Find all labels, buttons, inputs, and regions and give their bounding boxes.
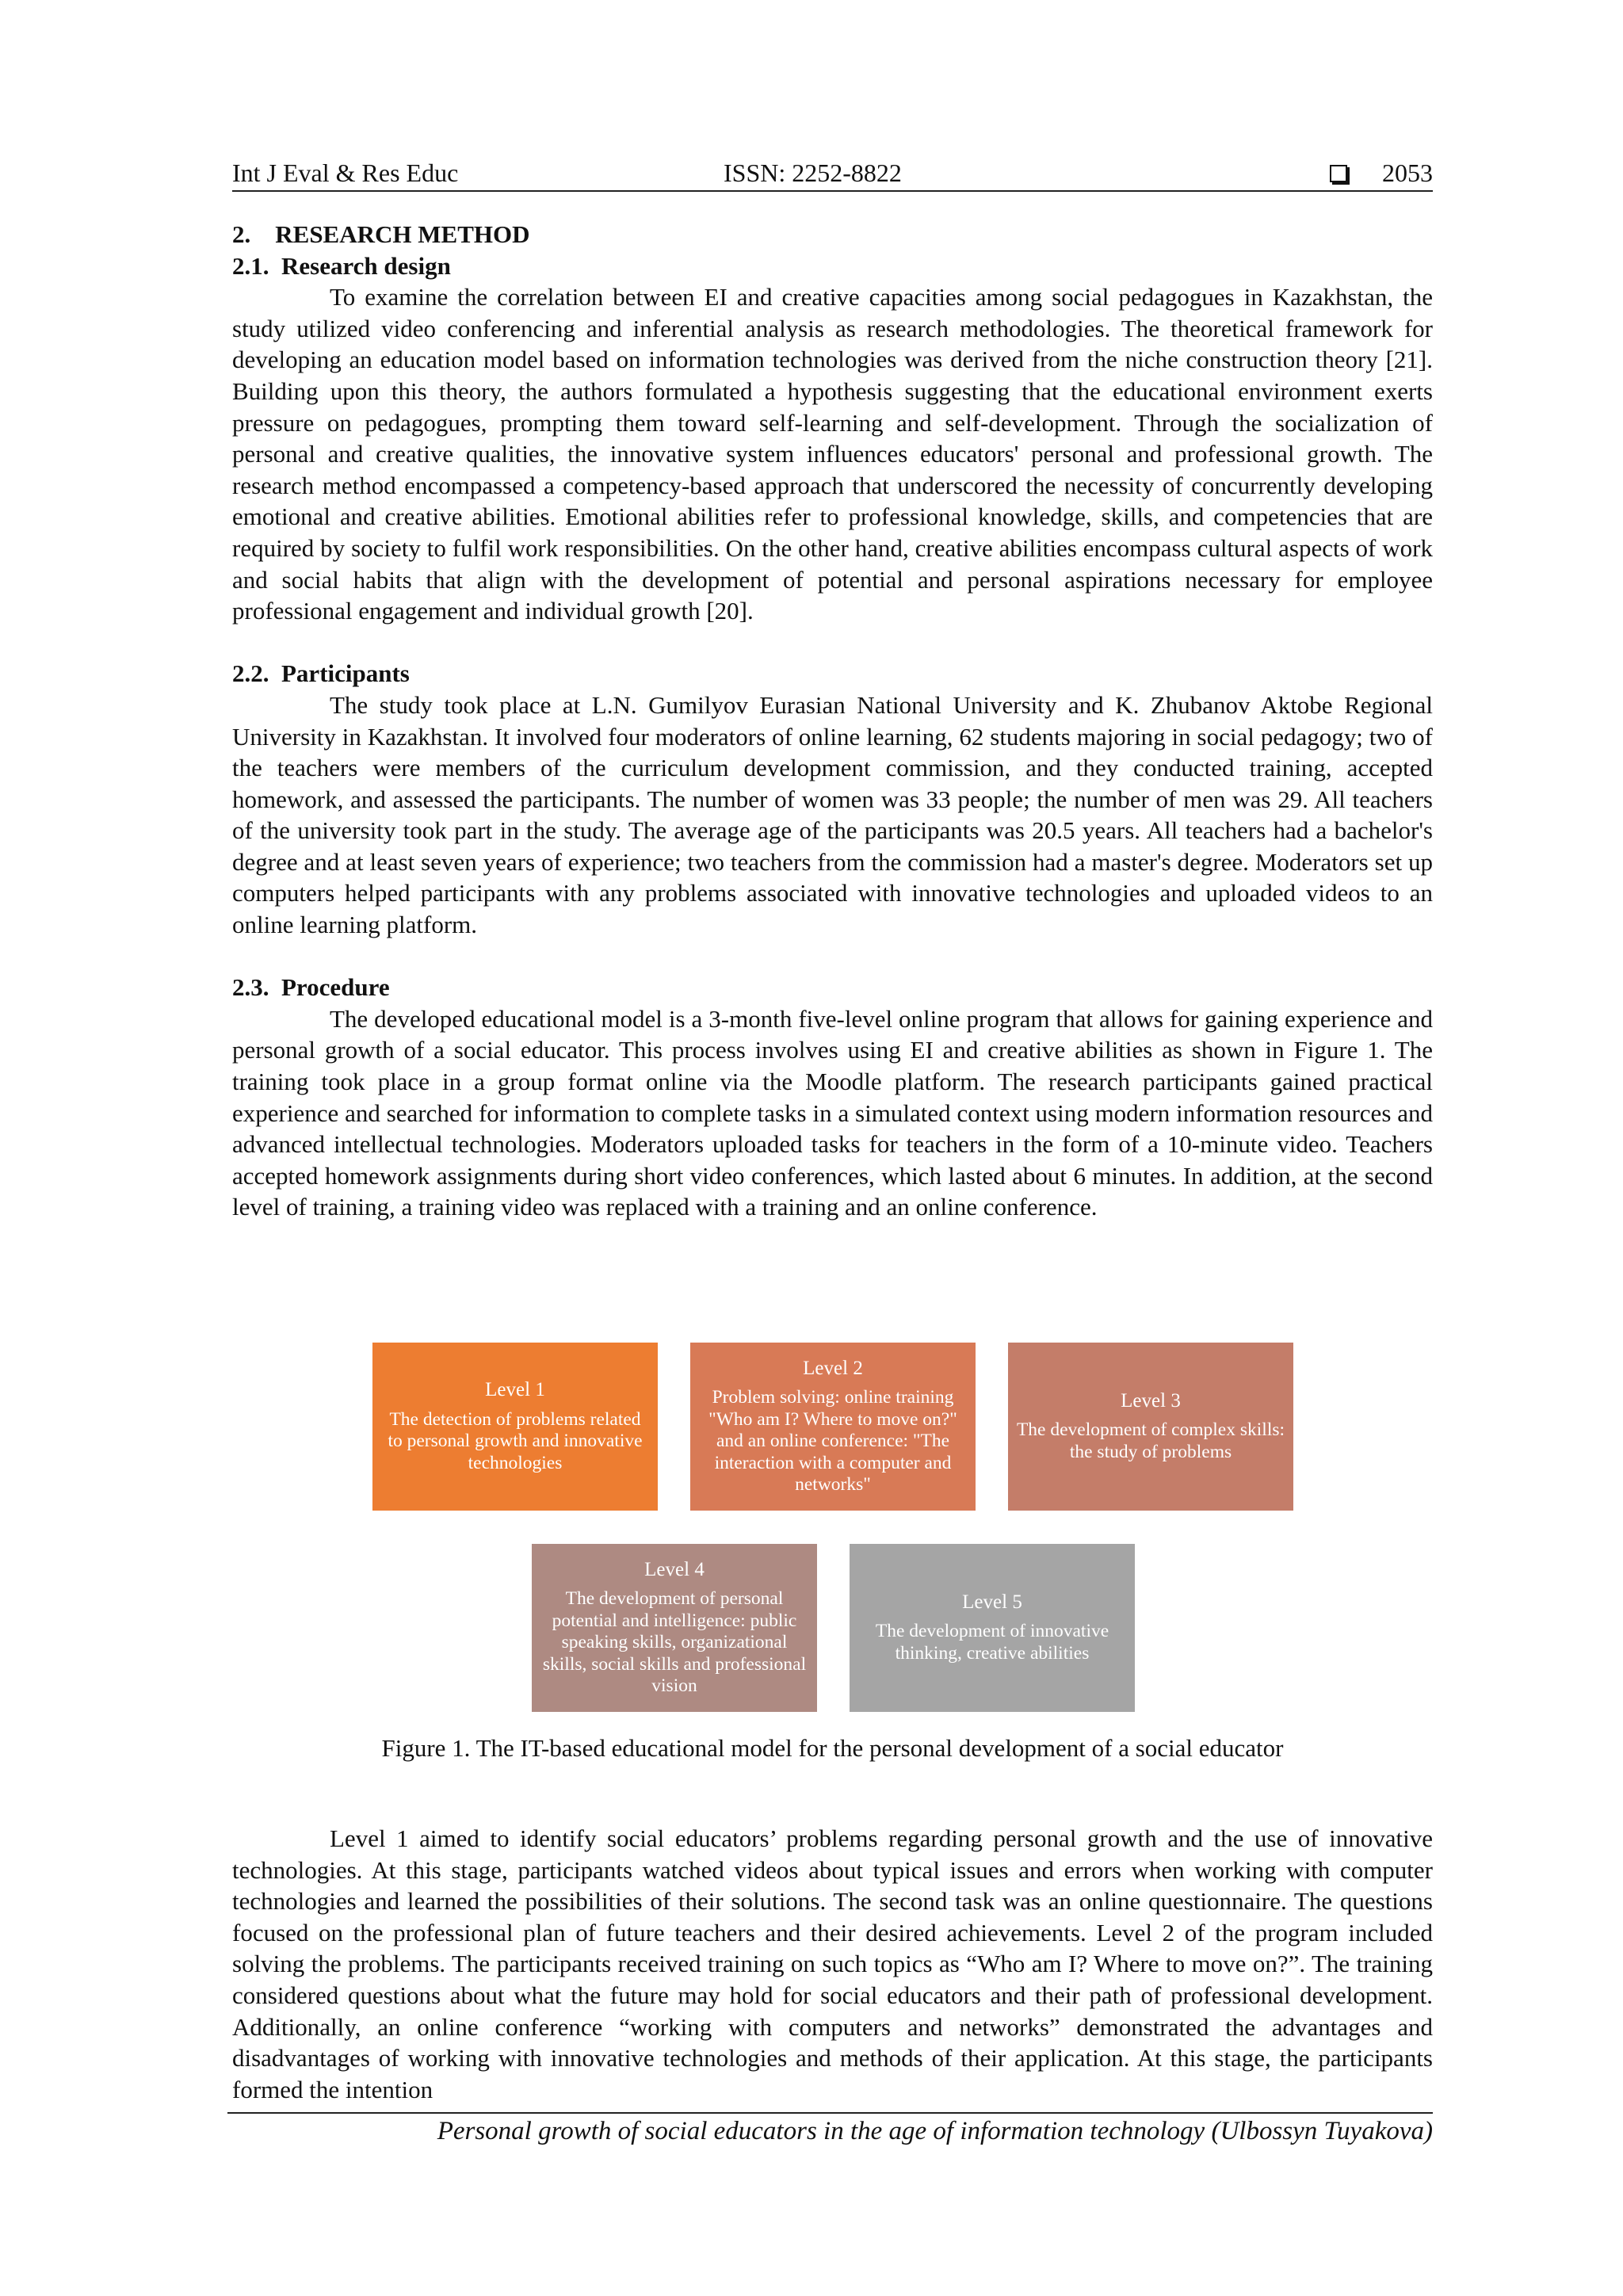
level-3-box <box>1008 1343 1293 1511</box>
paragraph-participants: The study took place at L.N. Gumilyov Eurasian National University and K. Zhubanov Aktobe Regional University in Kazakhstan. It involved four moderators of online learning, 62 students majoring in social pedagogy; two of the teachers were members of the curriculum development commission, and they conducted training, accepted homework, and assessed the participants. The number of women was 33 people; the number of men was 29. All teachers of the university took part in the study. The average age of the participants was 20.5 years. All teachers had a bachelor's degree and at least seven years of experience; two teachers from the commission had a master's degree. Moderators set up computers helped participants with any problems associated with innovative technologies and uploaded videos to an online learning platform. <box>232 690 1433 939</box>
subsection-heading-procedure: 2.3. Procedure <box>232 973 390 1002</box>
after-figure-body <box>232 1823 1433 2105</box>
page-number: 2053 <box>1382 159 1433 187</box>
level-1-box <box>372 1343 658 1511</box>
paragraph-levels: Level 1 aimed to identify social educators’ problems regarding personal growth and the use of innovative technologies. At this stage, participants watched videos about typical issues and errors when working with computer technologies and learned the possibilities of their solutions. The second task was an online questionnaire. The questions focused on the professional plan of future teachers and their desired achievements. Level 2 of the program included solving the problems. The participants received training on such topics as “Who am I? Where to move on?”. The training considered questions about what the future may hold for social educators and their path of professional development. Additionally, an online conference “working with computers and networks” demonstrated the advantages and disadvantages of working with innovative technologies and methods of their application. At this stage, the participants formed the intention <box>232 1824 1433 2103</box>
level-5-box <box>850 1544 1135 1712</box>
level-2-text: Problem solving: online training "Who am I? Where to move on?" and an online conference: "The interaction with a computer and networks" <box>708 1387 957 1495</box>
level-4-title: Level 4 <box>644 1558 705 1580</box>
level-3-text: The development of complex skills: the study of problems <box>1016 1419 1285 1462</box>
page-footer <box>227 2112 1433 2145</box>
page-header <box>232 155 1433 192</box>
issn: ISSN: 2252-8822 <box>724 159 902 187</box>
paragraph-procedure: The developed educational model is a 3-month five-level online program that allows for gaining experience and personal growth of a social educator. This process involves using EI and creative abilities as shown in Figure 1. The training took place in a group format online via the Moodle platform. The research participants gained practical experience and searched for information to complete tasks in a simulated context using modern information resources and advanced intellectual technologies. Moderators uploaded tasks for teachers in the form of a 10-minute video. Teachers accepted homework assignments during short video conferences, which lasted about 6 minutes. In addition, at the second level of training, a training video was replaced with a training and an online conference. <box>232 1004 1433 1221</box>
level-1-text: The detection of problems related to personal growth and innovative technologies <box>388 1408 643 1473</box>
level-5-title: Level 5 <box>962 1591 1022 1613</box>
paragraph-design: To examine the correlation between EI and creative capacities among social pedagogues in Kazakhstan, the study utilized video conferencing and inferential analysis as research methodologies. The theoretical framework for developing an education model based on information technologies was derived from the niche construction theory [21]. Building upon this theory, the authors formulated a hypothesis suggesting that the educational environment exerts pressure on pedagogues, prompting them toward self-learning and self-development. Through the socialization of personal and creative qualities, the innovative system influences educators' personal and professional growth. The research method encompassed a competency-based approach that underscored the necessity of concurrently developing emotional and creative abilities. Emotional abilities refer to professional knowledge, skills, and competencies that are required by society to fulfil work responsibilities. On the other hand, creative abilities encompass cultural aspects of work and social habits that align with the development of potential and personal aspirations necessary for employee professional engagement and individual growth [20]. <box>232 283 1433 625</box>
level-4-box <box>532 1544 817 1712</box>
level-2-box <box>690 1343 976 1511</box>
level-2-title: Level 2 <box>803 1357 863 1379</box>
page-number-group <box>1330 155 1433 190</box>
level-1-title: Level 1 <box>485 1379 545 1400</box>
square-bullet-icon <box>1330 165 1347 182</box>
main-body <box>232 219 1433 1223</box>
running-title: Personal growth of social educators in the age of information technology (Ulbossyn Tuyakova) <box>437 2117 1433 2145</box>
journal-name: Int J Eval & Res Educ <box>232 159 459 187</box>
level-3-title: Level 3 <box>1121 1389 1181 1412</box>
subsection-heading-participants: 2.2. Participants <box>232 659 410 688</box>
level-5-text: The development of innovative thinking, creative abilities <box>875 1621 1109 1664</box>
section-heading: 2. RESEARCH METHOD <box>232 220 530 248</box>
figure-caption: Figure 1. The IT-based educational model for the personal development of a social educator <box>381 1734 1284 1762</box>
level-4-text: The development of personal potential and intelligence: public speaking skills, organizational skills, social skills and professional vision <box>542 1588 807 1696</box>
subsection-heading-design: 2.1. Research design <box>232 251 451 280</box>
